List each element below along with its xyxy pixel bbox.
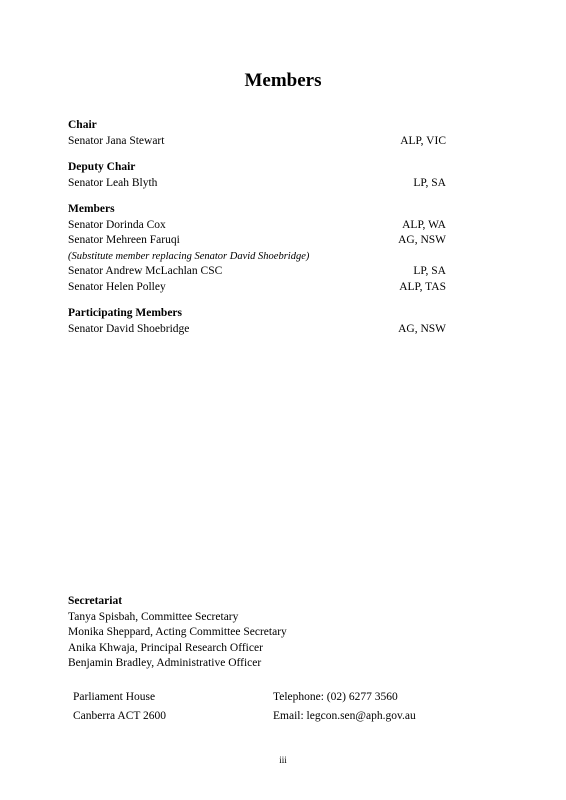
address-line: Parliament House <box>73 691 156 703</box>
page-title: Members <box>244 70 322 91</box>
staff-line: Benjamin Bradley, Administrative Officer <box>68 657 262 669</box>
member-row <box>68 264 446 280</box>
member-party: ALP, TAS <box>399 280 446 293</box>
email: Email: legcon.sen@aph.gov.au <box>273 710 416 722</box>
chair-section <box>68 118 446 149</box>
telephone: Telephone: (02) 6277 3560 <box>273 691 398 703</box>
member-row <box>68 280 446 296</box>
deputy-chair-heading: Deputy Chair <box>68 161 136 173</box>
member-name: Senator Jana Stewart <box>68 134 165 147</box>
member-name: Senator David Shoebridge <box>68 322 190 335</box>
member-party: AG, NSW <box>398 234 446 246</box>
members-heading: Members <box>68 203 115 215</box>
staff-line: Monika Sheppard, Acting Committee Secretary <box>68 626 287 638</box>
member-name: Senator Andrew McLachlan CSC <box>68 265 223 277</box>
participating-heading: Participating Members <box>68 307 183 319</box>
page-number: iii <box>279 755 287 765</box>
member-name: Senator Dorinda Cox <box>68 218 166 231</box>
member-party: AG, NSW <box>398 322 446 335</box>
member-name: Senator Mehreen Faruqi <box>68 234 180 246</box>
members-section <box>68 202 446 295</box>
secretariat-section <box>68 594 287 672</box>
member-party: LP, SA <box>413 176 446 189</box>
member-party: ALP, WA <box>402 218 446 231</box>
participating-section <box>68 306 446 337</box>
staff-line: Tanya Spisbah, Committee Secretary <box>68 610 239 623</box>
member-party: ALP, VIC <box>400 134 446 147</box>
contact-block <box>273 688 416 726</box>
member-row <box>68 233 446 249</box>
member-row <box>68 218 446 234</box>
substitute-note: (Substitute member replacing Senator David Shoebridge) <box>68 250 310 262</box>
member-name: Senator Helen Polley <box>68 280 166 293</box>
member-row <box>68 322 446 338</box>
staff-line: Anika Khwaja, Principal Research Officer <box>68 641 263 654</box>
deputy-chair-section <box>68 160 446 191</box>
member-name: Senator Leah Blyth <box>68 176 158 189</box>
member-party: LP, SA <box>413 265 446 277</box>
member-row <box>68 134 446 150</box>
address-line: Canberra ACT 2600 <box>73 710 167 722</box>
address-block <box>73 688 166 726</box>
secretariat-heading: Secretariat <box>68 595 123 607</box>
chair-heading: Chair <box>68 119 97 131</box>
member-row <box>68 176 446 192</box>
